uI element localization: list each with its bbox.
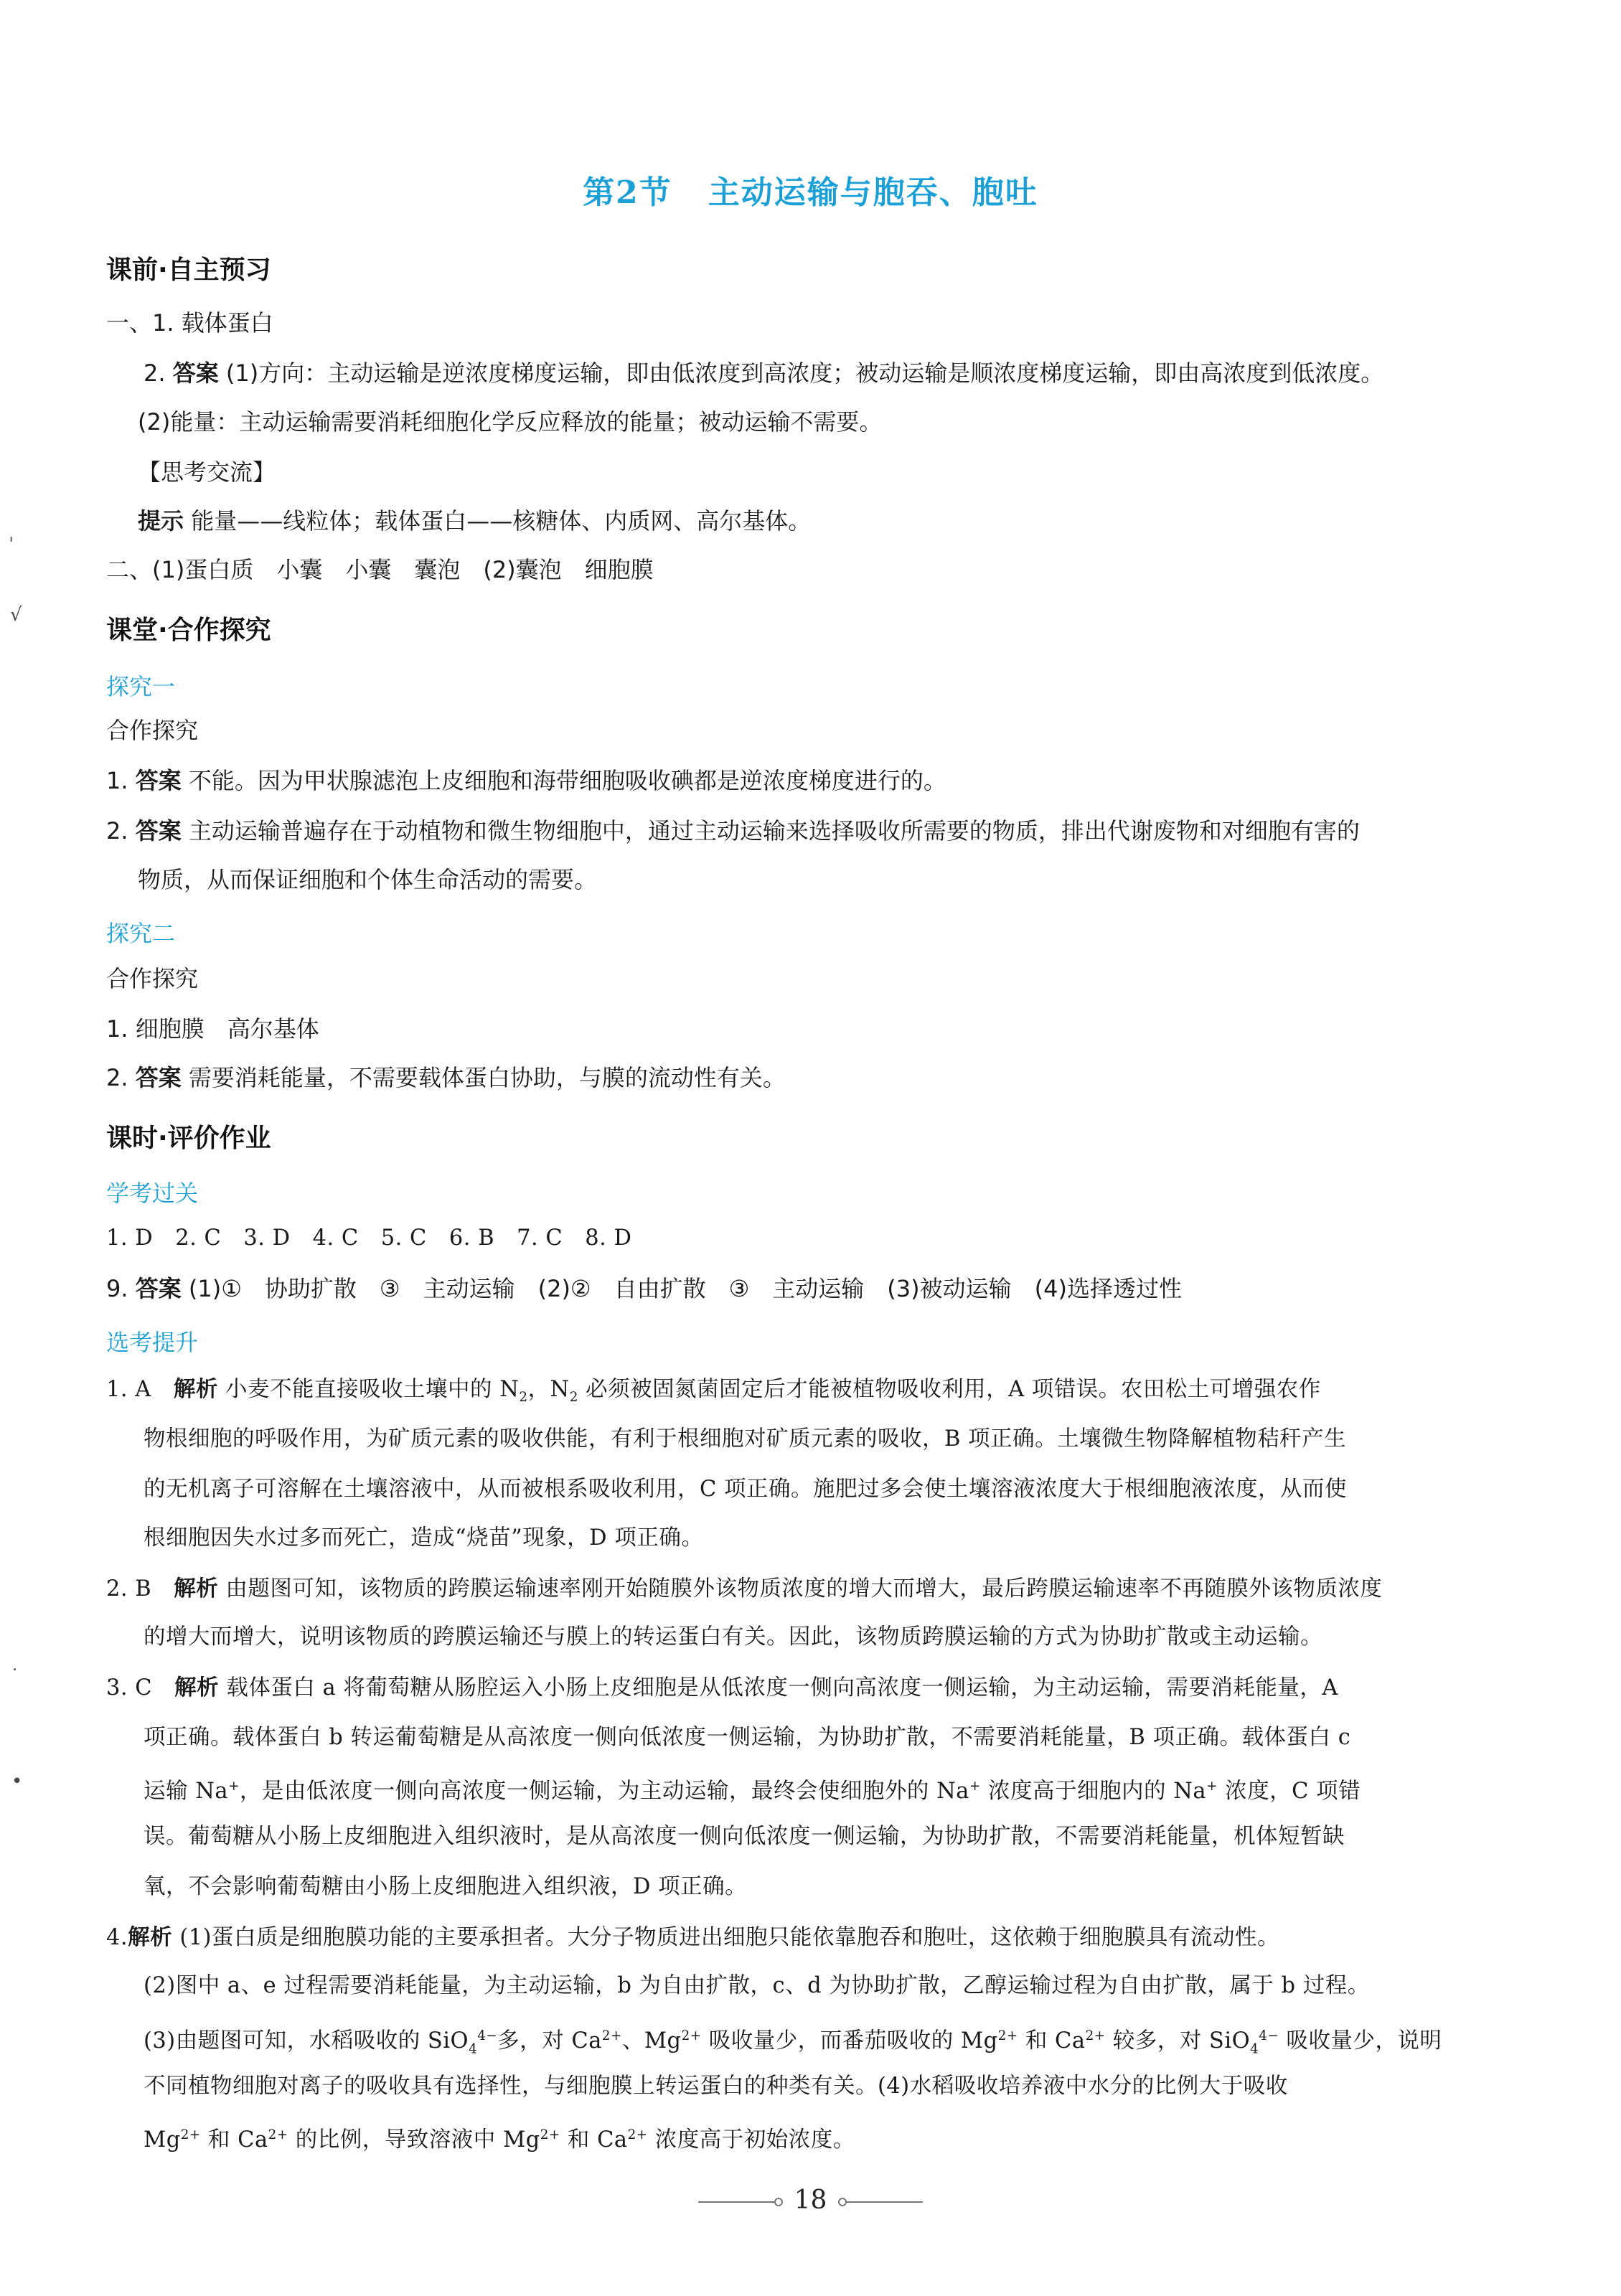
page-footer bbox=[0, 2186, 1621, 2215]
p1-line-4: 根细胞因失水过多而死亡，造成“烧苗”现象，D 项正确。 bbox=[144, 1525, 704, 1551]
explore1-answer-2-cont: 物质，从而保证细胞和个体生命活动的需要。 bbox=[138, 866, 598, 893]
think-exchange: 【思考交流】 bbox=[138, 458, 276, 486]
p3-line-5: 氧，不会影响葡萄糖由小肠上皮细胞进入组织液，D 项正确。 bbox=[144, 1874, 748, 1899]
section-number: 第2节 bbox=[583, 174, 672, 211]
p1-line-1: 1. A 解析 小麦不能直接吸收土壤中的 $N_2$，$N_2$ 必须被固氮菌固定后才能被植物吸收利用，A 项错误。农田松土可增强农作 bbox=[106, 1376, 1321, 1406]
p4-line-3: (3)由题图可知，水稻吸收的 SiO$_4^{4-}$多，对 $Ca^{2+}$、$Mg^{2+}$ 吸收量少，而番茄吸收的 $Mg^{2+}$ 和 $Ca^{2+}$ 较多，对 SiO$_4^{4-}$ 吸收量少，说明 bbox=[144, 2028, 1442, 2057]
p1-line-2: 物根细胞的呼吸作用，为矿质元素的吸收供能，有利于根细胞对矿质元素的吸收，B 项正确。土壤微生物降解植物秸秆产生 bbox=[144, 1426, 1347, 1452]
preview-line-6: 二、(1)蛋白质 小囊 小囊 囊泡 (2)囊泡 细胞膜 bbox=[106, 556, 654, 583]
p4-line-4: 不同植物细胞对离子的吸收具有选择性，与细胞膜上转运蛋白的种类有关。(4)水稻吸收培养液中水分的比例大于吸收 bbox=[144, 2074, 1288, 2099]
p3-line-3: 运输 Na+，是由低浓度一侧向高浓度一侧运输，为主动运输，最终会使细胞外的 Na+ 浓度高于细胞内的 Na+ 浓度，C 项错 bbox=[144, 1779, 1361, 1805]
p4-line-5: $Mg^{2+}$ 和 $Ca^{2+}$ 的比例，导致溶液中 $Mg^{2+}$ 和 $Ca^{2+}$ 浓度高于初始浓度。 bbox=[144, 2127, 855, 2153]
heading-preview: 课前·自主预习 bbox=[106, 255, 271, 285]
footer-rule-left bbox=[698, 2201, 777, 2203]
scan-mark-2: √ bbox=[10, 604, 22, 626]
coop-label-1: 合作探究 bbox=[106, 717, 199, 744]
page-title bbox=[0, 166, 1621, 212]
scan-mark-1: ˌ bbox=[9, 522, 14, 544]
explore2-answer-1: 1. 细胞膜 高尔基体 bbox=[106, 1015, 319, 1043]
mc-answers: 1. D 2. C 3. D 4. C 5. C 6. B 7. C 8. D bbox=[106, 1225, 632, 1251]
p4-line-2: (2)图中 a、e 过程需要消耗能量，为主动运输，b 为自由扩散，c、d 为协助扩散，乙醇运输过程为自由扩散，属于 b 过程。 bbox=[144, 1973, 1370, 1998]
subheading-basic: 学考过关 bbox=[106, 1180, 199, 1207]
hint-line: 提示 能量——线粒体；载体蛋白——核糖体、内质网、高尔基体。 bbox=[138, 507, 812, 535]
section-name: 主动运输与胞吞、胞吐 bbox=[708, 174, 1038, 211]
explore1-answer-1: 1. 答案 不能。因为甲状腺滤泡上皮细胞和海带细胞吸收碘都是逆浓度梯度进行的。 bbox=[106, 767, 946, 794]
p3-line-2: 项正确。载体蛋白 b 转运葡萄糖是从高浓度一侧向低浓度一侧运输，为协助扩散，不需要消耗能量，B 项正确。载体蛋白 c bbox=[144, 1725, 1351, 1750]
heading-class: 课堂·合作探究 bbox=[106, 616, 271, 645]
explore2-answer-2: 2. 答案 需要消耗能量，不需要载体蛋白协助，与膜的流动性有关。 bbox=[106, 1064, 786, 1091]
p2-line-2: 的增大而增大，说明该物质的跨膜运输还与膜上的转运蛋白有关。因此，该物质跨膜运输的方式为协助扩散或主动运输。 bbox=[144, 1624, 1322, 1650]
p1-line-3: 的无机离子可溶解在土壤溶液中，从而被根系吸收利用，C 项正确。施肥过多会使土壤溶液浓度大于根细胞液浓度，从而使 bbox=[144, 1477, 1348, 1502]
coop-label-2: 合作探究 bbox=[106, 965, 199, 992]
subheading-advanced: 选考提升 bbox=[106, 1329, 199, 1356]
heading-homework: 课时·评价作业 bbox=[106, 1124, 271, 1153]
footer-rule-right bbox=[844, 2201, 923, 2203]
scan-mark-3: ˙ bbox=[10, 1666, 19, 1688]
p2-line-1: 2. B 解析 由题图可知，该物质的跨膜运输速率刚开始随膜外该物质浓度的增大而增大，最后跨膜运输速率不再随膜外该物质浓度 bbox=[106, 1576, 1383, 1601]
p4-line-1: 4.解析 (1)蛋白质是细胞膜功能的主要承担者。大分子物质进出细胞只能依靠胞吞和胞吐，这依赖于细胞膜具有流动性。 bbox=[106, 1924, 1280, 1950]
preview-line-3: (2)能量：主动运输需要消耗细胞化学反应释放的能量；被动运输不需要。 bbox=[138, 408, 883, 436]
explore1-answer-2: 2. 答案 主动运输普遍存在于动植物和微生物细胞中，通过主动运输来选择吸收所需要的物质，排出代谢废物和对细胞有害的 bbox=[106, 817, 1360, 844]
explore-1: 探究一 bbox=[106, 673, 176, 700]
page-number: 18 bbox=[794, 2186, 827, 2215]
p3-line-4: 误。葡萄糖从小肠上皮细胞进入组织液时，是从高浓度一侧向低浓度一侧运输，为协助扩散，不需要消耗能量，机体短暂缺 bbox=[144, 1824, 1345, 1849]
explore-2: 探究二 bbox=[106, 920, 176, 947]
preview-line-2: 2. 答案 (1)方向：主动运输是逆浓度梯度运输，即由低浓度到高浓度；被动运输是顺浓度梯度运输，即由高浓度到低浓度。 bbox=[144, 359, 1384, 387]
preview-line-1: 一、1. 载体蛋白 bbox=[106, 309, 273, 337]
p3-line-1: 3. C 解析 载体蛋白 a 将葡萄糖从肠腔运入小肠上皮细胞是从低浓度一侧向高浓度一侧运输，为主动运输，需要消耗能量，A bbox=[106, 1675, 1338, 1700]
q9-answer: 9. 答案 (1)① 协助扩散 ③ 主动运输 (2)② 自由扩散 ③ 主动运输 (3)被动运输 (4)选择透过性 bbox=[106, 1275, 1182, 1302]
scan-mark-4: • bbox=[11, 1771, 23, 1792]
